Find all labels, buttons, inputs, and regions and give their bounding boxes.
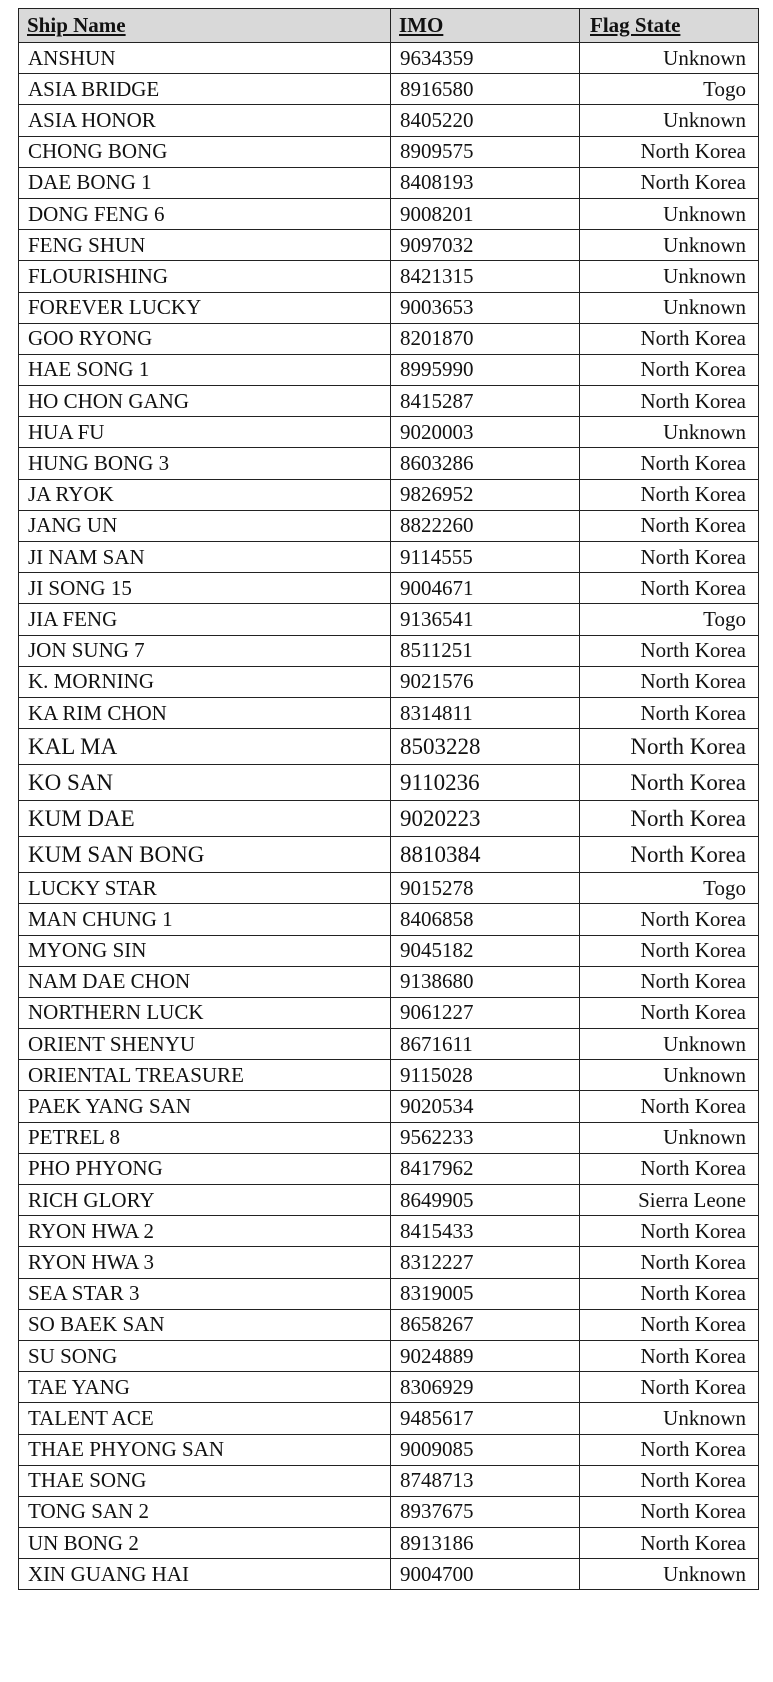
- table-row: [19, 1340, 759, 1371]
- ship-name-cell: JANG UN: [19, 510, 391, 541]
- ship-name-cell: NORTHERN LUCK: [19, 997, 391, 1028]
- table-row: [19, 573, 759, 604]
- imo-cell: 9020534: [391, 1091, 580, 1122]
- ship-name-cell: SO BAEK SAN: [19, 1309, 391, 1340]
- ship-name-cell: CHONG BONG: [19, 136, 391, 167]
- flag-state-cell: Togo: [580, 604, 759, 635]
- imo-cell: 8649905: [391, 1185, 580, 1216]
- imo-cell: 8417962: [391, 1153, 580, 1184]
- imo-cell: 9020223: [391, 801, 580, 837]
- imo-cell: 8603286: [391, 448, 580, 479]
- flag-state-cell: North Korea: [580, 573, 759, 604]
- flag-state-cell: North Korea: [580, 1278, 759, 1309]
- table-row: [19, 837, 759, 873]
- imo-cell: 8408193: [391, 167, 580, 198]
- table-row: [19, 323, 759, 354]
- flag-state-cell: North Korea: [580, 167, 759, 198]
- ship-name-cell: KUM DAE: [19, 801, 391, 837]
- table-row: [19, 904, 759, 935]
- table-row: [19, 935, 759, 966]
- flag-state-cell: Unknown: [580, 198, 759, 229]
- flag-state-cell: North Korea: [580, 448, 759, 479]
- table-row: [19, 1559, 759, 1590]
- ship-name-cell: K. MORNING: [19, 666, 391, 697]
- table-row: [19, 966, 759, 997]
- ship-name-cell: HAE SONG 1: [19, 354, 391, 385]
- imo-cell: 8995990: [391, 354, 580, 385]
- imo-cell: 8415287: [391, 386, 580, 417]
- ship-name-cell: JA RYOK: [19, 479, 391, 510]
- ship-name-cell: TONG SAN 2: [19, 1496, 391, 1527]
- ship-name-cell: JI SONG 15: [19, 573, 391, 604]
- table-row: [19, 1465, 759, 1496]
- ship-name-cell: DAE BONG 1: [19, 167, 391, 198]
- flag-state-cell: Unknown: [580, 417, 759, 448]
- imo-cell: 8913186: [391, 1528, 580, 1559]
- table-row: [19, 136, 759, 167]
- imo-cell: 9015278: [391, 873, 580, 904]
- flag-state-cell: North Korea: [580, 666, 759, 697]
- ship-name-cell: HUA FU: [19, 417, 391, 448]
- imo-cell: 9138680: [391, 966, 580, 997]
- flag-state-cell: North Korea: [580, 837, 759, 873]
- flag-state-cell: North Korea: [580, 136, 759, 167]
- imo-cell: 8201870: [391, 323, 580, 354]
- imo-cell: 9045182: [391, 935, 580, 966]
- table-row: [19, 542, 759, 573]
- ship-name-cell: KA RIM CHON: [19, 697, 391, 728]
- flag-state-cell: North Korea: [580, 1340, 759, 1371]
- ship-name-cell: KO SAN: [19, 765, 391, 801]
- table-row: [19, 1060, 759, 1091]
- ship-name-cell: RICH GLORY: [19, 1185, 391, 1216]
- ship-name-cell: FENG SHUN: [19, 230, 391, 261]
- table-row: [19, 801, 759, 837]
- ship-table: [18, 8, 759, 1590]
- ship-name-cell: KAL MA: [19, 729, 391, 765]
- ship-name-cell: THAE PHYONG SAN: [19, 1434, 391, 1465]
- imo-cell: 9115028: [391, 1060, 580, 1091]
- ship-name-cell: ORIENT SHENYU: [19, 1029, 391, 1060]
- imo-cell: 9020003: [391, 417, 580, 448]
- flag-state-cell: North Korea: [580, 1434, 759, 1465]
- table-row: [19, 1278, 759, 1309]
- imo-cell: 8312227: [391, 1247, 580, 1278]
- table-row: [19, 729, 759, 765]
- header-flag-state: Flag State: [580, 9, 759, 43]
- ship-name-cell: KUM SAN BONG: [19, 837, 391, 873]
- flag-state-cell: North Korea: [580, 635, 759, 666]
- imo-cell: 9097032: [391, 230, 580, 261]
- imo-cell: 8406858: [391, 904, 580, 935]
- imo-cell: 8810384: [391, 837, 580, 873]
- ship-name-cell: XIN GUANG HAI: [19, 1559, 391, 1590]
- table-row: [19, 873, 759, 904]
- table-row: [19, 292, 759, 323]
- flag-state-cell: Unknown: [580, 105, 759, 136]
- table-body: [19, 43, 759, 1590]
- flag-state-cell: North Korea: [580, 510, 759, 541]
- ship-name-cell: NAM DAE CHON: [19, 966, 391, 997]
- flag-state-cell: North Korea: [580, 935, 759, 966]
- table-header: [19, 9, 759, 43]
- imo-cell: 9061227: [391, 997, 580, 1028]
- table-row: [19, 1247, 759, 1278]
- imo-cell: 9826952: [391, 479, 580, 510]
- flag-state-cell: North Korea: [580, 1465, 759, 1496]
- imo-cell: 8405220: [391, 105, 580, 136]
- table-row: [19, 354, 759, 385]
- imo-cell: 8916580: [391, 74, 580, 105]
- table-row: [19, 74, 759, 105]
- imo-cell: 8503228: [391, 729, 580, 765]
- imo-cell: 9004671: [391, 573, 580, 604]
- table-row: [19, 167, 759, 198]
- table-row: [19, 386, 759, 417]
- flag-state-cell: Unknown: [580, 261, 759, 292]
- imo-cell: 8822260: [391, 510, 580, 541]
- flag-state-cell: Unknown: [580, 1029, 759, 1060]
- flag-state-cell: North Korea: [580, 1153, 759, 1184]
- imo-cell: 9004700: [391, 1559, 580, 1590]
- imo-cell: 8748713: [391, 1465, 580, 1496]
- flag-state-cell: North Korea: [580, 1247, 759, 1278]
- ship-name-cell: ANSHUN: [19, 43, 391, 74]
- imo-cell: 9562233: [391, 1122, 580, 1153]
- flag-state-cell: Unknown: [580, 43, 759, 74]
- table-row: [19, 1091, 759, 1122]
- ship-name-cell: PAEK YANG SAN: [19, 1091, 391, 1122]
- ship-name-cell: ASIA HONOR: [19, 105, 391, 136]
- imo-cell: 9136541: [391, 604, 580, 635]
- table-row: [19, 43, 759, 74]
- ship-name-cell: MYONG SIN: [19, 935, 391, 966]
- flag-state-cell: North Korea: [580, 697, 759, 728]
- imo-cell: 8421315: [391, 261, 580, 292]
- ship-name-cell: TAE YANG: [19, 1372, 391, 1403]
- header-imo: IMO: [391, 9, 580, 43]
- ship-name-cell: HO CHON GANG: [19, 386, 391, 417]
- flag-state-cell: North Korea: [580, 904, 759, 935]
- ship-name-cell: SU SONG: [19, 1340, 391, 1371]
- ship-name-cell: THAE SONG: [19, 1465, 391, 1496]
- table-row: [19, 1372, 759, 1403]
- table-row: [19, 510, 759, 541]
- flag-state-cell: North Korea: [580, 1496, 759, 1527]
- header-ship-name: Ship Name: [19, 9, 391, 43]
- flag-state-cell: Unknown: [580, 1122, 759, 1153]
- table-row: [19, 1153, 759, 1184]
- flag-state-cell: Unknown: [580, 1403, 759, 1434]
- ship-name-cell: SEA STAR 3: [19, 1278, 391, 1309]
- imo-cell: 8671611: [391, 1029, 580, 1060]
- flag-state-cell: North Korea: [580, 966, 759, 997]
- imo-cell: 8937675: [391, 1496, 580, 1527]
- ship-name-cell: FLOURISHING: [19, 261, 391, 292]
- flag-state-cell: North Korea: [580, 386, 759, 417]
- ship-name-cell: GOO RYONG: [19, 323, 391, 354]
- imo-cell: 8511251: [391, 635, 580, 666]
- flag-state-cell: Unknown: [580, 292, 759, 323]
- flag-state-cell: North Korea: [580, 1091, 759, 1122]
- flag-state-cell: Togo: [580, 74, 759, 105]
- ship-name-cell: JIA FENG: [19, 604, 391, 635]
- ship-name-cell: HUNG BONG 3: [19, 448, 391, 479]
- imo-cell: 8658267: [391, 1309, 580, 1340]
- flag-state-cell: North Korea: [580, 1528, 759, 1559]
- flag-state-cell: North Korea: [580, 542, 759, 573]
- imo-cell: 9634359: [391, 43, 580, 74]
- flag-state-cell: North Korea: [580, 801, 759, 837]
- ship-name-cell: PHO PHYONG: [19, 1153, 391, 1184]
- flag-state-cell: Unknown: [580, 1559, 759, 1590]
- imo-cell: 9485617: [391, 1403, 580, 1434]
- table-row: [19, 1496, 759, 1527]
- ship-name-cell: ORIENTAL TREASURE: [19, 1060, 391, 1091]
- flag-state-cell: North Korea: [580, 1216, 759, 1247]
- flag-state-cell: Togo: [580, 873, 759, 904]
- imo-cell: 8306929: [391, 1372, 580, 1403]
- ship-name-cell: ASIA BRIDGE: [19, 74, 391, 105]
- imo-cell: 9009085: [391, 1434, 580, 1465]
- flag-state-cell: North Korea: [580, 323, 759, 354]
- flag-state-cell: North Korea: [580, 765, 759, 801]
- flag-state-cell: North Korea: [580, 729, 759, 765]
- imo-cell: 8909575: [391, 136, 580, 167]
- table-row: [19, 448, 759, 479]
- table-row: [19, 604, 759, 635]
- ship-name-cell: RYON HWA 3: [19, 1247, 391, 1278]
- table-row: [19, 1434, 759, 1465]
- imo-cell: 9110236: [391, 765, 580, 801]
- ship-name-cell: UN BONG 2: [19, 1528, 391, 1559]
- ship-name-cell: DONG FENG 6: [19, 198, 391, 229]
- imo-cell: 9024889: [391, 1340, 580, 1371]
- ship-name-cell: MAN CHUNG 1: [19, 904, 391, 935]
- flag-state-cell: North Korea: [580, 479, 759, 510]
- table-row: [19, 1216, 759, 1247]
- ship-name-cell: JON SUNG 7: [19, 635, 391, 666]
- flag-state-cell: Sierra Leone: [580, 1185, 759, 1216]
- ship-name-cell: JI NAM SAN: [19, 542, 391, 573]
- table-row: [19, 666, 759, 697]
- table-row: [19, 198, 759, 229]
- table-row: [19, 417, 759, 448]
- ship-name-cell: RYON HWA 2: [19, 1216, 391, 1247]
- imo-cell: 8314811: [391, 697, 580, 728]
- imo-cell: 8319005: [391, 1278, 580, 1309]
- flag-state-cell: Unknown: [580, 1060, 759, 1091]
- table-row: [19, 1528, 759, 1559]
- header-row: [19, 9, 759, 43]
- table-row: [19, 261, 759, 292]
- flag-state-cell: Unknown: [580, 230, 759, 261]
- imo-cell: 9008201: [391, 198, 580, 229]
- flag-state-cell: North Korea: [580, 1372, 759, 1403]
- imo-cell: 8415433: [391, 1216, 580, 1247]
- flag-state-cell: North Korea: [580, 1309, 759, 1340]
- table-row: [19, 635, 759, 666]
- table-row: [19, 697, 759, 728]
- table-row: [19, 479, 759, 510]
- table-row: [19, 1309, 759, 1340]
- imo-cell: 9003653: [391, 292, 580, 323]
- table-row: [19, 1122, 759, 1153]
- ship-name-cell: LUCKY STAR: [19, 873, 391, 904]
- flag-state-cell: North Korea: [580, 354, 759, 385]
- flag-state-cell: North Korea: [580, 997, 759, 1028]
- imo-cell: 9114555: [391, 542, 580, 573]
- table-row: [19, 1403, 759, 1434]
- imo-cell: 9021576: [391, 666, 580, 697]
- table-row: [19, 765, 759, 801]
- table-row: [19, 1185, 759, 1216]
- table-row: [19, 997, 759, 1028]
- table-row: [19, 105, 759, 136]
- table-row: [19, 1029, 759, 1060]
- ship-name-cell: PETREL 8: [19, 1122, 391, 1153]
- ship-name-cell: TALENT ACE: [19, 1403, 391, 1434]
- table-row: [19, 230, 759, 261]
- ship-name-cell: FOREVER LUCKY: [19, 292, 391, 323]
